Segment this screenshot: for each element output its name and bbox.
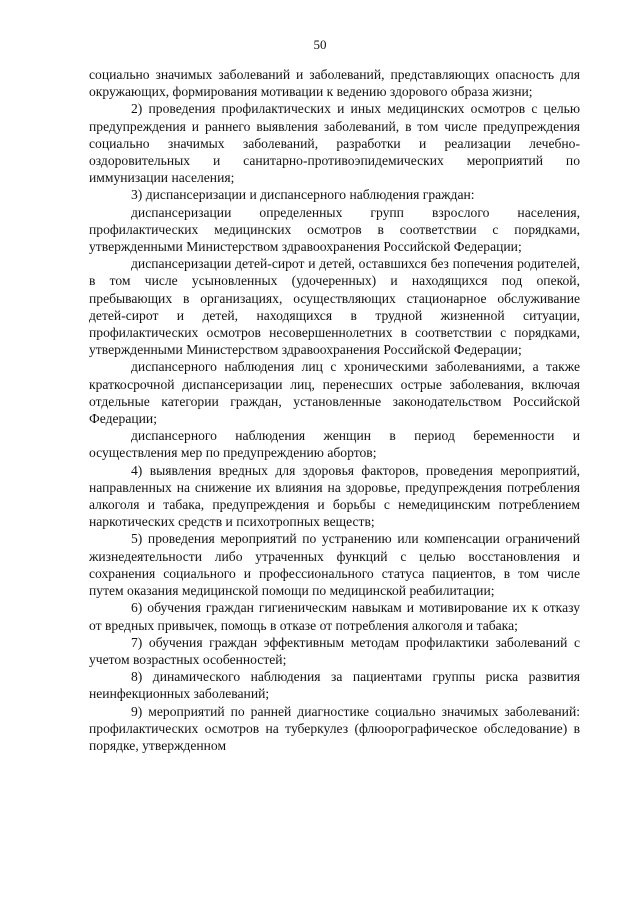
document-body [89, 66, 580, 754]
paragraph-item-7: 7) обучения граждан эффективным методам профилактики заболеваний с учетом возрастных особенностей; [89, 634, 580, 667]
paragraph-item-2: 2) проведения профилактических и иных медицинских осмотров с целью предупреждения и раннего выявления заболеваний, в том числе предупреждения социально значимых заболеваний, разработки и реализации лечебно-оздоровительных и санитарно-противоэпидемических мероприятий по иммунизации населения; [89, 101, 580, 186]
paragraph-item-4: 4) выявления вредных для здоровья факторов, проведения мероприятий, направленных на снижение их влияния на здоровье, предупреждения потребления алкоголя и табака, предупреждения и борьбы с немедицинским потреблением наркотических средств и психотропных веществ; [89, 462, 580, 530]
paragraph-item-5: 5) проведения мероприятий по устранению или компенсации ограничений жизнедеятельности либо утраченных функций с целью восстановления и сохранения социального и профессионального статуса пациентов, в том числе путем оказания медицинской помощи по медицинской реабилитации; [89, 531, 580, 599]
paragraph-item-3: 3) диспансеризации и диспансерного наблюдения граждан: [131, 187, 475, 203]
paragraph-subitem-pregnancy-observation: диспансерного наблюдения женщин в период беременности и осуществления мер по предупреждению абортов; [89, 428, 580, 461]
paragraph-subitem-chronic-observation: диспансерного наблюдения лиц с хроническими заболеваниями, а также краткосрочной диспансеризации лиц, перенесших острые заболевания, включая отдельные категории граждан, установленные законодательством Российской Федерации; [89, 359, 580, 427]
paragraph-subitem-adult-dispensarization: диспансеризации определенных групп взрослого населения, профилактических медицинских осмотров в соответствии с порядками, утвержденными Министерством здравоохранения Российской Федерации; [89, 204, 580, 255]
paragraph-item-6: 6) обучения граждан гигиеническим навыкам и мотивирование их к отказу от вредных привычек, помощь в отказе от потребления алкоголя и табака; [89, 600, 580, 633]
paragraph-continuation: социально значимых заболеваний и заболеваний, представляющих опасность для окружающих, формирования мотивации к ведению здорового образа жизни; [89, 67, 580, 100]
paragraph-item-8: 8) динамического наблюдения за пациентами группы риска развития неинфекционных заболеваний; [89, 669, 580, 702]
paragraph-subitem-orphans-dispensarization: диспансеризации детей-сирот и детей, оставшихся без попечения родителей, в том числе усыновленных (удочеренных) и находящихся под опекой, пребывающих в организациях, осуществляющих стационарное обслуживание детей-сирот и детей, находящихся в трудной жизненной ситуации, профилактических осмотров несовершеннолетних в соответствии с порядками, утвержденными Министерством здравоохранения Российской Федерации; [89, 256, 580, 358]
page-number: 50 [313, 37, 327, 52]
paragraph-item-9: 9) мероприятий по ранней диагностике социально значимых заболеваний: профилактических осмотров на туберкулез (флюорографическое обследование) в порядке, утвержденном [89, 703, 580, 753]
